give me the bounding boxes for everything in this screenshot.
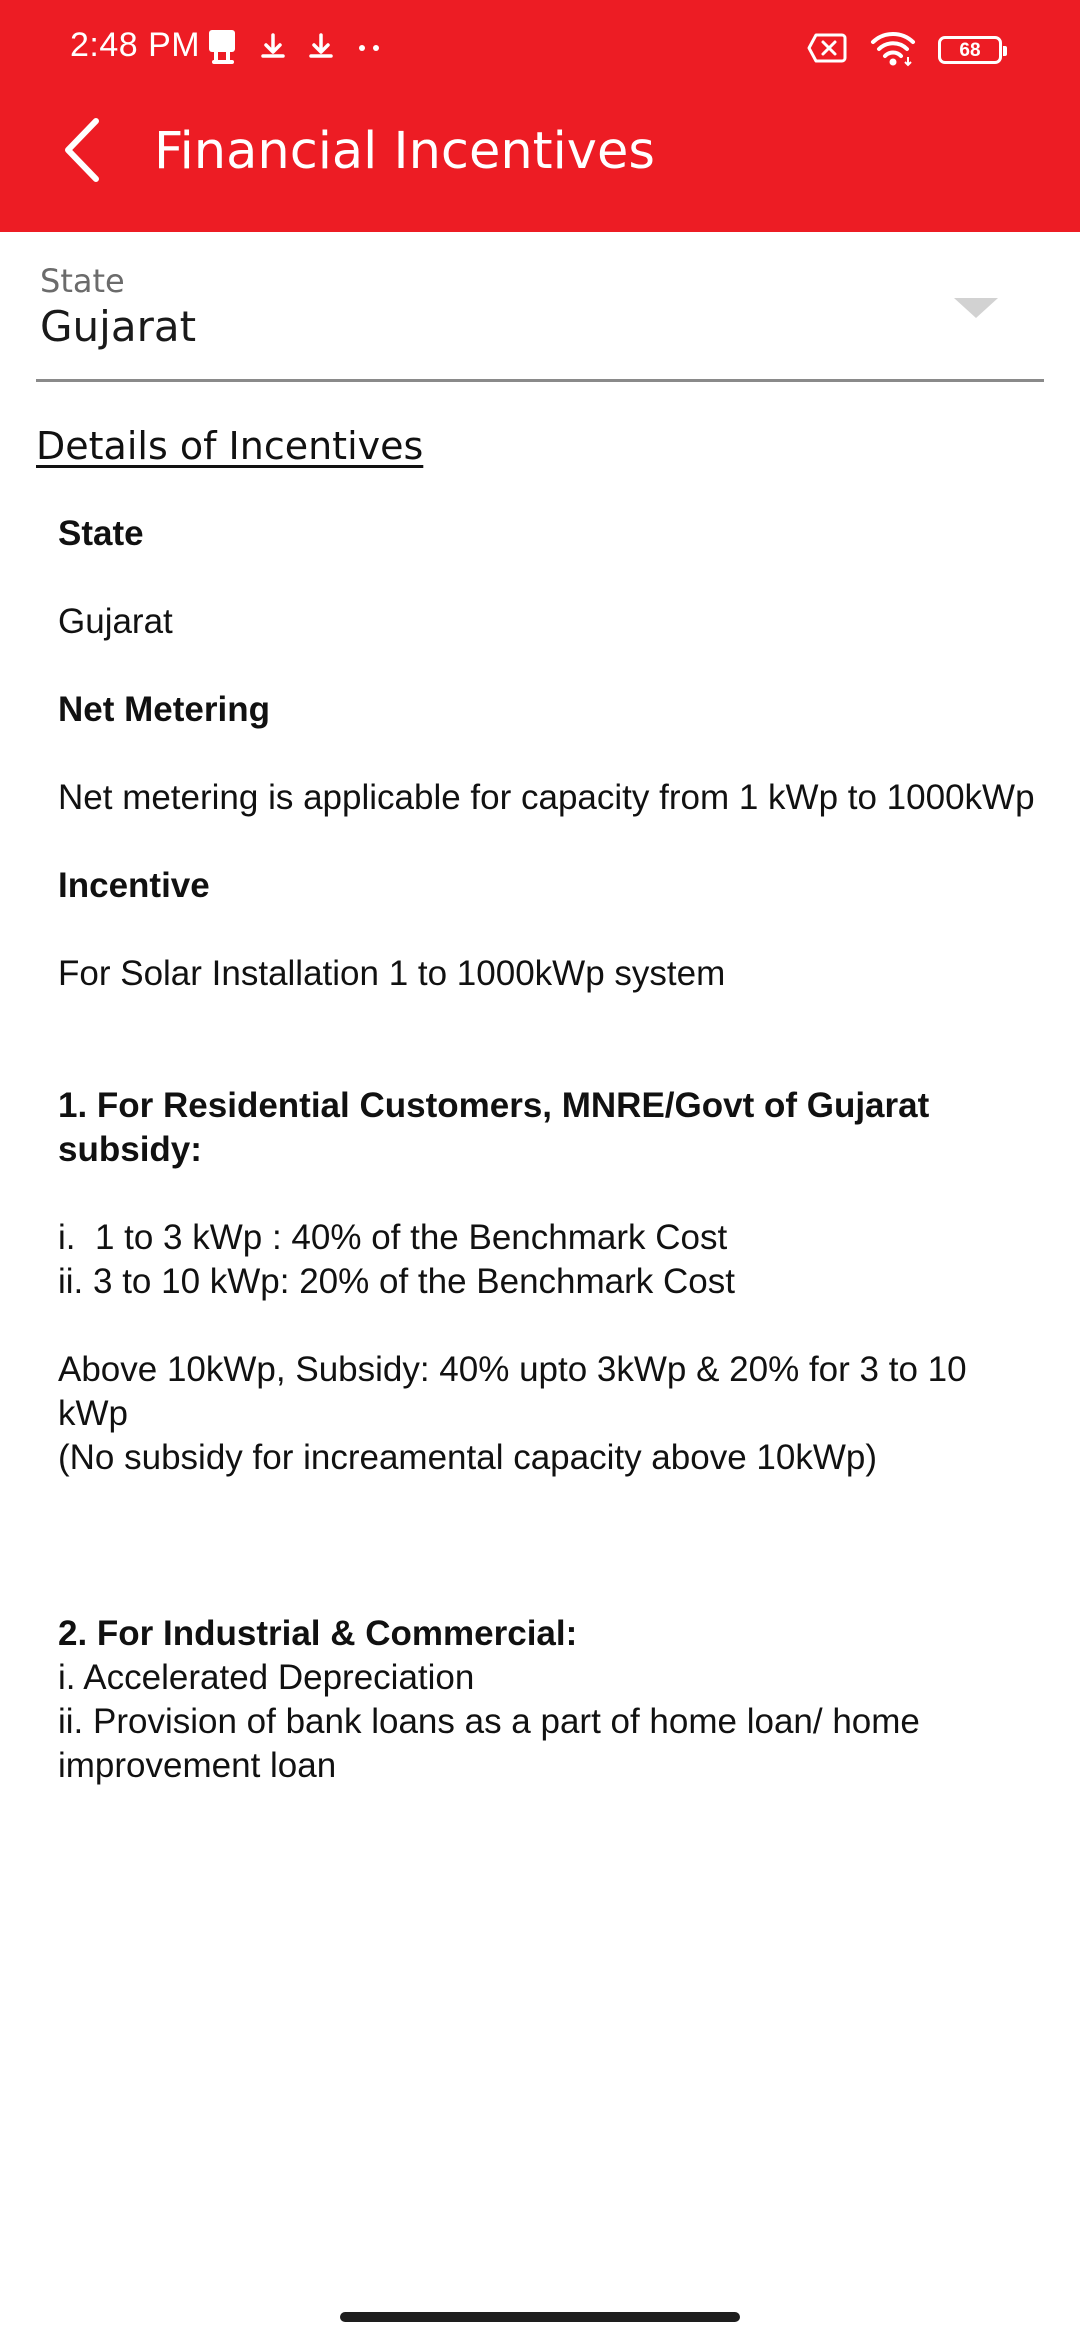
wifi-icon: [870, 29, 916, 72]
dropdown-arrow-icon: [954, 298, 998, 318]
notification-icon: [206, 28, 240, 68]
back-button[interactable]: [44, 114, 120, 190]
state-heading: State: [58, 514, 144, 553]
download-icon: [258, 31, 288, 65]
residential-item-2: ii. 3 to 10 kWp: 20% of the Benchmark Cost: [58, 1262, 735, 1301]
status-left-icons: [206, 26, 384, 70]
more-dots-icon: [354, 38, 384, 58]
battery-level: 68: [959, 39, 981, 61]
gesture-nav-handle[interactable]: [340, 2312, 740, 2322]
state-dropdown[interactable]: [36, 258, 1044, 382]
page-title: Financial Incentives: [154, 122, 655, 181]
status-bar: [0, 0, 1080, 96]
details-section-title: Details of Incentives: [36, 424, 424, 468]
incentive-details: [58, 512, 1038, 1788]
above-10kwp-text: Above 10kWp, Subsidy: 40% upto 3kWp & 20% for 3 to 10 kWp: [58, 1350, 967, 1433]
residential-item-1: i. 1 to 3 kWp : 40% of the Benchmark Cost: [58, 1218, 728, 1257]
status-right-icons: [806, 28, 1002, 72]
industrial-heading: 2. For Industrial & Commercial:: [58, 1614, 578, 1653]
industrial-item-1: i. Accelerated Depreciation: [58, 1658, 475, 1697]
incentive-text: For Solar Installation 1 to 1000kWp system: [58, 954, 726, 993]
status-time: 2:48 PM: [70, 26, 201, 64]
net-metering-heading: Net Metering: [58, 690, 270, 729]
no-subsidy-text: (No subsidy for increamental capacity above 10kWp): [58, 1438, 877, 1477]
back-arrow-icon: [60, 117, 104, 188]
state-value-text: Gujarat: [58, 602, 173, 641]
battery-icon: [938, 36, 1002, 64]
no-sim-icon: [806, 32, 848, 69]
net-metering-text: Net metering is applicable for capacity from 1 kWp to 1000kWp: [58, 778, 1035, 817]
state-dropdown-label: State: [40, 262, 125, 300]
download-icon: [306, 31, 336, 65]
header: [0, 0, 1080, 232]
residential-heading: 1. For Residential Customers, MNRE/Govt of Gujarat subsidy:: [58, 1086, 930, 1169]
app-bar: [0, 96, 1080, 232]
state-dropdown-value: Gujarat: [40, 302, 197, 351]
industrial-item-2: ii. Provision of bank loans as a part of home loan/ home improvement loan: [58, 1702, 920, 1785]
incentive-heading: Incentive: [58, 866, 210, 905]
